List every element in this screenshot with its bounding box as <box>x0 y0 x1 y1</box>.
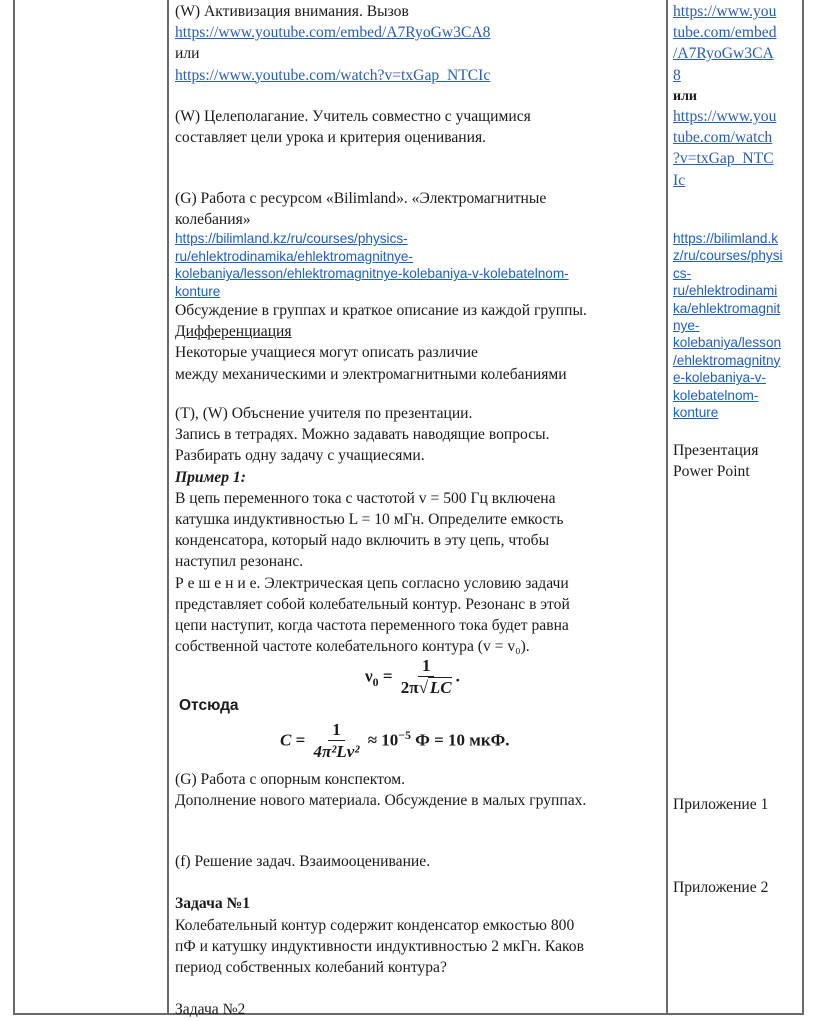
explanation-line: (T), (W) Объснение учителя по презентации. <box>175 405 473 422</box>
bilimland-resource[interactable] <box>673 230 783 421</box>
bilimland-link-line[interactable]: kolebaniya/lesson/ehlektromagnitnye-kolebaniya-v-kolebatelnom- <box>175 266 569 282</box>
fraction-numerator: 1 <box>328 720 345 741</box>
resource-link-line[interactable]: /A7RyoGw3CA <box>673 45 774 63</box>
example-title: Пример 1: <box>175 468 246 486</box>
fraction-numerator: 1 <box>418 656 435 677</box>
bilimland-title: (G) Работа с ресурсом «Bilimland». «Электромагнитные <box>175 190 547 207</box>
task1-text: пФ и катушку индуктивности индуктивностью 2 мкГн. Каков <box>175 937 584 955</box>
discussion-text: Обсуждение в группах и краткое описание из каждой группы. <box>175 302 587 320</box>
explanation-line: Разбирать одну задачу с учащиесями. <box>175 447 425 465</box>
den-sqrt: LC <box>429 678 452 697</box>
activation-block <box>175 1 490 86</box>
bilimland-link-line[interactable]: konture <box>175 283 221 299</box>
example-text: катушка индуктивностью L = 10 мГн. Определите емкость <box>175 511 564 529</box>
task1-text: Колебательный контур содержит конденсатор емкостью 800 <box>175 916 575 934</box>
bilimland-link[interactable] <box>175 230 670 300</box>
resource-link-line[interactable]: tube.com/watch <box>673 129 773 147</box>
differentiation-text: между механическими и электромагнитными колебаниями <box>175 365 567 383</box>
formula-subscript: 0 <box>372 674 379 689</box>
task1-title: Задача №1 <box>175 895 251 913</box>
summary-line: Дополнение нового материала. Обсуждение в малых группах. <box>175 792 587 810</box>
solution-text: Р е ш е н и е. Электрическая цепь согласно условию задачи <box>175 574 569 592</box>
youtube-watch-link[interactable]: https://www.youtube.com/watch?v=txGap_NTCIc <box>175 66 491 84</box>
formula-resonance: $\nu_0$ = $\frac{1}{2\pi√ LC}$ . <box>365 656 460 697</box>
bilimland-link-line[interactable]: https://bilimland.kz/ru/courses/physics- <box>175 231 408 247</box>
bilimland-link-line[interactable]: ru/ehlektrodinamika/ehlektromagnitnye- <box>175 248 414 264</box>
resource-link-line[interactable]: https://www.you <box>673 108 777 125</box>
formula-capacitance: C = $\frac{1}{\text{4π²Lν²}}$ ≈ $10^{-5}$ Ф = 10 мкФ. <box>280 720 510 761</box>
otsyuda-label: Отсюда <box>179 697 239 714</box>
solution-text: представляет собой колебательный контур. Резонанс в этой <box>175 595 570 613</box>
differentiation-heading: Дифференциация <box>175 323 292 341</box>
tasks-block <box>175 851 670 1021</box>
formula-rhs: ≈ 10 <box>367 730 399 750</box>
solution-text: цепи наступит, когда частота переменного тока будет равна <box>175 617 569 635</box>
presentation-label: Презентация <box>673 442 759 459</box>
den-prefix: 2π <box>400 678 419 697</box>
differentiation-text: Некоторые учащиеся могут описать различие <box>175 344 478 362</box>
appendix-2-label: Приложение 2 <box>673 879 769 896</box>
youtube-embed-resource[interactable] <box>673 1 777 86</box>
resource-link-line[interactable]: ka/ehlektromagnit <box>673 300 781 316</box>
goal-setting-line: (W) Целеполагание. Учитель совместно с учащимися <box>175 108 531 125</box>
fraction-denominator: 2π√ LC <box>400 678 452 697</box>
goal-setting-line: составляет цели урока и критерия оценивания. <box>175 129 487 147</box>
example-text: конденсатора, который надо включить в эту цепь, чтобы <box>175 532 550 550</box>
resource-link-line[interactable]: kolebaniya/lesson <box>673 335 782 351</box>
formula-symbol: ν <box>365 666 373 686</box>
explanation-block <box>175 403 670 657</box>
resource-link-line[interactable]: kolebatelnom- <box>673 387 759 403</box>
resource-link-line[interactable]: https://www.you <box>673 3 777 20</box>
resource-link-line[interactable]: ru/ehlektrodinami <box>673 283 778 299</box>
column-divider <box>167 0 169 1015</box>
resource-link-line[interactable]: https://bilimland.k <box>673 231 779 246</box>
example-text: наступил резонанс. <box>175 553 304 571</box>
resource-link-line[interactable]: 8 <box>673 66 681 84</box>
resource-link-line[interactable]: /ehlektromagnitny <box>673 352 781 368</box>
explanation-line: Запись в тетрадях. Можно задавать наводящие вопросы. <box>175 426 550 444</box>
resource-link-line[interactable]: z/ru/courses/physi <box>673 248 783 264</box>
formula-rhs: Ф = 10 мкФ. <box>411 730 510 750</box>
summary-block <box>175 769 670 811</box>
formula-exponent: −5 <box>398 727 412 742</box>
example-text: В цепь переменного тока с частотой v = 500 Гц включена <box>175 489 556 507</box>
summary-line: (G) Работа с опорным конспектом. <box>175 771 405 788</box>
formula-fraction <box>401 656 452 699</box>
youtube-embed-link[interactable]: https://www.youtube.com/embed/A7RyoGw3CA8 <box>175 24 491 42</box>
resource-link-line[interactable]: cs- <box>673 265 692 281</box>
formula-fraction <box>314 720 360 763</box>
resource-link-line[interactable]: Ic <box>673 171 686 189</box>
bilimland-block <box>175 188 670 385</box>
presentation-label: Power Point <box>673 463 750 481</box>
presentation-resource <box>673 440 758 482</box>
task2-title: Задача №2 <box>175 1001 246 1019</box>
solution-text: собственной частоте колебательного контура (v = v₀). <box>175 638 530 656</box>
resource-link-line[interactable]: konture <box>673 405 719 421</box>
task1-text: период собственных колебаний контура? <box>175 959 447 977</box>
resource-link-line[interactable]: ?v=txGap_NTC <box>673 150 774 168</box>
appendix-1-label: Приложение 1 <box>673 796 769 813</box>
fraction-denominator: 4π²Lν² <box>313 742 360 761</box>
resource-link-line[interactable]: nye- <box>673 318 700 334</box>
tasks-intro: (f) Решение задач. Взаимооценивание. <box>175 853 431 870</box>
or-text: или <box>175 45 200 63</box>
goal-setting-block <box>175 106 531 148</box>
resource-link-line[interactable]: tube.com/embed <box>673 24 777 42</box>
activation-title: (W) Активизация внимания. Вызов <box>175 3 409 20</box>
bilimland-title: колебания» <box>175 211 251 229</box>
formula-symbol: C <box>280 730 292 750</box>
youtube-watch-resource[interactable] <box>673 106 776 191</box>
or-text: или <box>673 89 697 104</box>
resource-link-line[interactable]: e-kolebaniya-v- <box>673 370 766 386</box>
